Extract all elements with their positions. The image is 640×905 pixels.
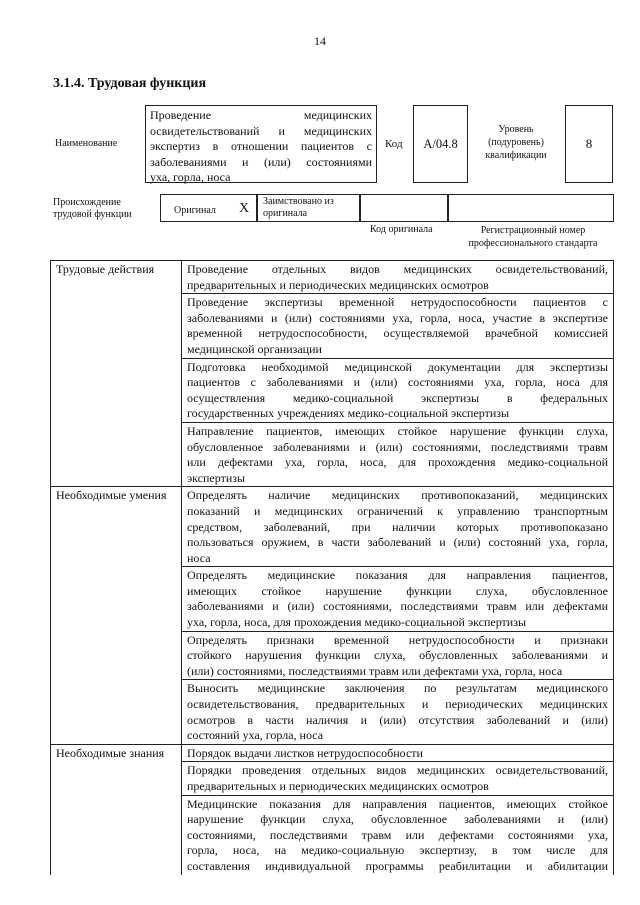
- table-row: [51, 487, 614, 567]
- cell-line: Определять признаки временной нетрудоспособности и признаки: [187, 632, 608, 647]
- page-number: 14: [314, 34, 326, 48]
- cell-line: Определять медицинские показания для направления пациентов,: [187, 568, 608, 583]
- category-labor-actions: Трудовые действия: [51, 261, 182, 487]
- cell-line: стойкого нарушения функции слуха, обусловленных заболеваниями и: [187, 648, 608, 663]
- registration-caption: [458, 224, 608, 250]
- function-name-line: освидетельствований и медицинских: [150, 123, 372, 138]
- cell-line: уха, горла, носа, для прохождения медико-социальной экспертизы: [187, 615, 527, 630]
- level-label: [480, 123, 552, 162]
- cell-line: государственных учреждениях медико-социальной экспертизы: [187, 406, 510, 421]
- table-cell: [182, 261, 614, 294]
- cell-line: экспертизы: [187, 470, 246, 485]
- cell-line: освидетельствования, предварительных и периодических медицинских: [187, 697, 608, 712]
- level-label-line: (подуровень): [488, 137, 544, 148]
- borrowed-label-line: оригинала: [263, 208, 308, 219]
- borrowed-label: [263, 196, 334, 220]
- cell-line: предварительных и периодических медицинских осмотров: [187, 277, 489, 292]
- origin-label-line: Происхождение: [53, 197, 121, 208]
- cell-line: обусловленное заболеваниями и (или) состояниями, последствиями травм: [187, 439, 608, 454]
- section-title: 3.1.4. Трудовая функция: [53, 76, 207, 91]
- function-name-line: Проведение медицинских: [150, 108, 372, 122]
- table-cell: [182, 294, 614, 358]
- cell-line: составления индивидуальной программы реабилитации и абилитации: [187, 858, 608, 873]
- cell-line: Определять наличие медицинских противопоказаний, медицинских: [187, 488, 608, 503]
- level-value: 8: [585, 136, 593, 151]
- registration-number-cell: [448, 194, 614, 222]
- registration-caption-line: профессионального стандарта: [468, 238, 598, 249]
- labor-function-table: [50, 260, 614, 875]
- cell-line: заболеваниями и (или) состояниями уха, горла, носа, участие в экспертизе: [187, 310, 608, 325]
- code-label: Код: [385, 138, 403, 150]
- cell-line: Порядки проведения отдельных видов медицинских освидетельствований,: [187, 763, 608, 778]
- cell-line: Подготовка необходимой медицинской документации для экспертизы: [187, 359, 608, 374]
- table-row: [51, 744, 614, 762]
- table-cell: [182, 762, 614, 795]
- original-label: Оригинал: [174, 205, 216, 216]
- cell-line: средством, заболеваний, при наличии которых противопоказано: [187, 519, 608, 534]
- registration-caption-line: Регистрационный номер: [480, 225, 586, 236]
- origin-label: [53, 197, 132, 221]
- code-original-cell: [360, 194, 448, 222]
- level-value-box: [565, 105, 613, 183]
- table-cell: [182, 631, 614, 680]
- cell-line: Проведение отдельных видов медицинских освидетельствований,: [187, 262, 608, 276]
- cell-line: Выносить медицинские заключения по результатам медицинского: [187, 681, 608, 696]
- name-label: Наименование: [55, 138, 118, 149]
- cell-line: временной нетрудоспособности, осуществляемой врачебной комиссией: [187, 326, 608, 341]
- level-label-line: квалификации: [485, 150, 547, 161]
- table-cell: [182, 567, 614, 631]
- cell-line: нарушение функции слуха, обусловленное заболеваниями и (или): [187, 812, 608, 827]
- cell-line: имеющих стойкое нарушение функции слуха, обусловленное: [187, 583, 608, 598]
- table-cell: [182, 487, 614, 567]
- table-cell: [182, 795, 614, 874]
- borrowed-label-line: Заимствовано из: [263, 196, 334, 207]
- cell-line: предварительных и периодических медицинских осмотров: [187, 779, 489, 793]
- cell-line: или дефектами уха, горла, носа, для прохождения медико-социальной: [187, 455, 608, 470]
- function-name-line: уха, горла, носа: [150, 170, 231, 184]
- original-mark: X: [239, 201, 250, 216]
- code-original-caption: Код оригинала: [370, 224, 433, 235]
- cell-line: Направление пациентов, имеющих стойкое нарушение функции слуха,: [187, 423, 608, 438]
- table-cell: [182, 744, 614, 762]
- cell-line: носа: [187, 550, 211, 565]
- cell-line: пользоваться оружием, в части заболеваний и (или) состояний уха, горла,: [187, 535, 608, 550]
- code-value: А/04.8: [423, 136, 458, 151]
- category-knowledge: Необходимые знания: [51, 744, 182, 874]
- table-row: [51, 261, 614, 294]
- cell-line: (или) состояниями, последствиями травм или дефектами уха, горла, носа: [187, 663, 563, 678]
- cell-line: Порядок выдачи листков нетрудоспособности: [187, 745, 423, 760]
- table-cell: [182, 422, 614, 486]
- table-cell: [182, 358, 614, 422]
- function-name-line: заболеваниями и (или) состояниями: [150, 154, 372, 169]
- cell-line: пациентов с заболеваниями и (или) состояниями уха, горла, носа для: [187, 375, 608, 390]
- code-value-box: [413, 105, 468, 183]
- category-skills: Необходимые умения: [51, 487, 182, 745]
- function-name-line: экспертиз в отношении пациентов с: [150, 139, 372, 153]
- cell-line: Медицинские показания для направления пациентов, имеющих стойкое: [187, 796, 608, 811]
- cell-line: показаний и медицинских ограничений к управлению транспортным: [187, 503, 608, 518]
- function-name-box: [145, 105, 377, 183]
- origin-label-line: трудовой функции: [53, 209, 132, 220]
- cell-line: Проведение экспертизы временной нетрудоспособности пациентов с: [187, 295, 608, 310]
- cell-line: заболеваниями и (или) состояниями, последствиями травм или дефектами: [187, 599, 608, 614]
- level-label-line: Уровень: [498, 124, 534, 135]
- cell-line: осуществления медико-социальной экспертизы в федеральных: [187, 390, 608, 405]
- cell-line: медицинской организации: [187, 341, 322, 356]
- cell-line: состояний уха, горла, носа: [187, 728, 324, 743]
- cell-line: состояниями, последствиями травм или дефектами состояниями уха,: [187, 827, 608, 842]
- cell-line: горла, носа, на медико-социальную экспертизу, в том числе для: [187, 843, 608, 858]
- table-cell: [182, 680, 614, 744]
- cell-line: осмотров в части наличия и (или) отсутствия заболеваний и (или): [187, 712, 608, 727]
